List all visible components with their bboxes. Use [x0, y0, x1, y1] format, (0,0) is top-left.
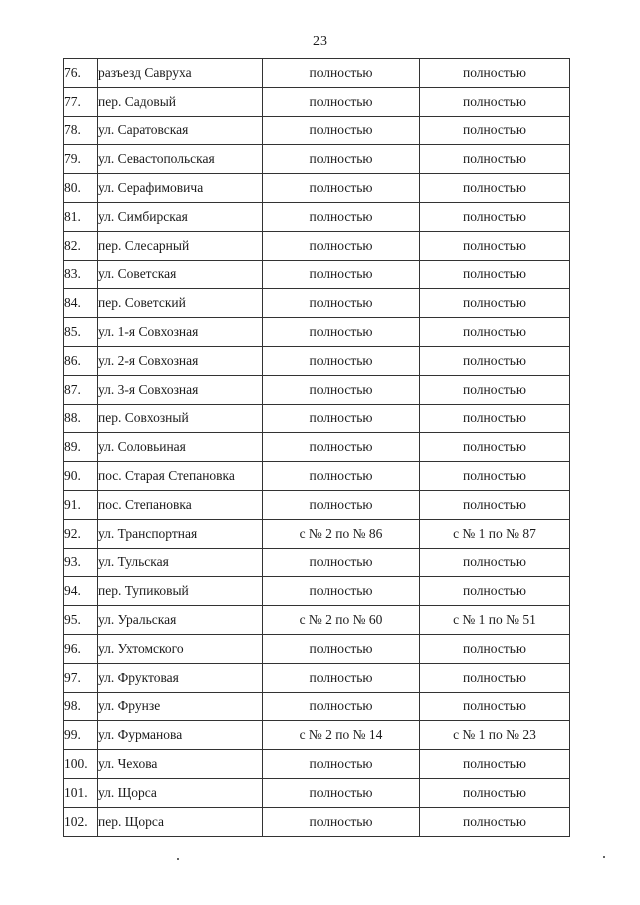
street-name-cell: ул. Фрунзе [98, 692, 263, 721]
row-number-cell: 80. [64, 174, 98, 203]
even-side-cell: полностью [263, 318, 420, 347]
table-row [64, 116, 570, 145]
street-name-cell: ул. Ухтомского [98, 634, 263, 663]
even-side-cell: полностью [263, 548, 420, 577]
odd-side-cell: полностью [420, 778, 570, 807]
table-row [64, 490, 570, 519]
street-name-cell: пер. Советский [98, 289, 263, 318]
even-side-cell: полностью [263, 116, 420, 145]
street-name-cell: ул. Фурманова [98, 721, 263, 750]
table-row [64, 231, 570, 260]
row-number-cell: 79. [64, 145, 98, 174]
row-number-cell: 81. [64, 202, 98, 231]
table-row [64, 404, 570, 433]
table-row [64, 59, 570, 88]
even-side-cell: полностью [263, 375, 420, 404]
odd-side-cell: полностью [420, 577, 570, 606]
even-side-cell: полностью [263, 634, 420, 663]
row-number-cell: 101. [64, 778, 98, 807]
street-name-cell: пос. Старая Степановка [98, 462, 263, 491]
street-name-cell: ул. Серафимовича [98, 174, 263, 203]
odd-side-cell: полностью [420, 260, 570, 289]
even-side-cell: полностью [263, 692, 420, 721]
even-side-cell: полностью [263, 202, 420, 231]
table-row [64, 721, 570, 750]
even-side-cell: полностью [263, 663, 420, 692]
odd-side-cell: с № 1 по № 87 [420, 519, 570, 548]
even-side-cell: полностью [263, 260, 420, 289]
row-number-cell: 102. [64, 807, 98, 836]
street-name-cell: ул. Уральская [98, 606, 263, 635]
row-number-cell: 86. [64, 346, 98, 375]
even-side-cell: полностью [263, 59, 420, 88]
even-side-cell: полностью [263, 750, 420, 779]
odd-side-cell: полностью [420, 116, 570, 145]
odd-side-cell: полностью [420, 346, 570, 375]
street-name-cell: разъезд Савруха [98, 59, 263, 88]
odd-side-cell: полностью [420, 404, 570, 433]
even-side-cell: полностью [263, 404, 420, 433]
odd-side-cell: с № 1 по № 23 [420, 721, 570, 750]
streets-table [63, 58, 570, 837]
even-side-cell: полностью [263, 807, 420, 836]
street-name-cell: ул. Фруктовая [98, 663, 263, 692]
street-name-cell: пер. Тупиковый [98, 577, 263, 606]
row-number-cell: 93. [64, 548, 98, 577]
row-number-cell: 97. [64, 663, 98, 692]
street-name-cell: пер. Совхозный [98, 404, 263, 433]
even-side-cell: полностью [263, 289, 420, 318]
row-number-cell: 92. [64, 519, 98, 548]
table-row [64, 318, 570, 347]
even-side-cell: полностью [263, 490, 420, 519]
row-number-cell: 91. [64, 490, 98, 519]
odd-side-cell: полностью [420, 807, 570, 836]
table-row [64, 807, 570, 836]
row-number-cell: 82. [64, 231, 98, 260]
even-side-cell: полностью [263, 346, 420, 375]
odd-side-cell: полностью [420, 59, 570, 88]
page-number: 23 [313, 34, 327, 49]
even-side-cell: полностью [263, 231, 420, 260]
street-name-cell: ул. Тульская [98, 548, 263, 577]
street-name-cell: ул. Транспортная [98, 519, 263, 548]
table-row [64, 145, 570, 174]
even-side-cell: полностью [263, 87, 420, 116]
street-name-cell: ул. 2-я Совхозная [98, 346, 263, 375]
even-side-cell: полностью [263, 145, 420, 174]
street-name-cell: ул. Советская [98, 260, 263, 289]
table-row [64, 174, 570, 203]
table-row [64, 433, 570, 462]
even-side-cell: полностью [263, 433, 420, 462]
row-number-cell: 85. [64, 318, 98, 347]
table-row [64, 606, 570, 635]
odd-side-cell: полностью [420, 289, 570, 318]
odd-side-cell: полностью [420, 433, 570, 462]
row-number-cell: 98. [64, 692, 98, 721]
even-side-cell: полностью [263, 462, 420, 491]
odd-side-cell: полностью [420, 692, 570, 721]
odd-side-cell: полностью [420, 750, 570, 779]
street-name-cell: ул. Севастопольская [98, 145, 263, 174]
row-number-cell: 89. [64, 433, 98, 462]
street-name-cell: ул. 3-я Совхозная [98, 375, 263, 404]
table-row [64, 289, 570, 318]
table-row [64, 260, 570, 289]
odd-side-cell: полностью [420, 87, 570, 116]
table-row [64, 87, 570, 116]
street-name-cell: пер. Слесарный [98, 231, 263, 260]
row-number-cell: 83. [64, 260, 98, 289]
odd-side-cell: полностью [420, 663, 570, 692]
odd-side-cell: полностью [420, 634, 570, 663]
even-side-cell: полностью [263, 174, 420, 203]
table-row [64, 346, 570, 375]
table-row [64, 375, 570, 404]
odd-side-cell: полностью [420, 375, 570, 404]
odd-side-cell: полностью [420, 318, 570, 347]
street-name-cell: ул. Соловьиная [98, 433, 263, 462]
row-number-cell: 78. [64, 116, 98, 145]
street-name-cell: ул. 1-я Совхозная [98, 318, 263, 347]
odd-side-cell: полностью [420, 202, 570, 231]
scan-speck-bottom-center [177, 858, 179, 860]
street-name-cell: пос. Степановка [98, 490, 263, 519]
row-number-cell: 96. [64, 634, 98, 663]
row-number-cell: 84. [64, 289, 98, 318]
odd-side-cell: полностью [420, 231, 570, 260]
street-name-cell: ул. Саратовская [98, 116, 263, 145]
odd-side-cell: полностью [420, 548, 570, 577]
row-number-cell: 90. [64, 462, 98, 491]
row-number-cell: 95. [64, 606, 98, 635]
even-side-cell: полностью [263, 577, 420, 606]
table-row [64, 519, 570, 548]
even-side-cell: с № 2 по № 14 [263, 721, 420, 750]
row-number-cell: 100. [64, 750, 98, 779]
street-name-cell: пер. Щорса [98, 807, 263, 836]
table-row [64, 692, 570, 721]
table-row [64, 462, 570, 491]
row-number-cell: 99. [64, 721, 98, 750]
row-number-cell: 94. [64, 577, 98, 606]
row-number-cell: 87. [64, 375, 98, 404]
odd-side-cell: полностью [420, 145, 570, 174]
even-side-cell: с № 2 по № 60 [263, 606, 420, 635]
odd-side-cell: полностью [420, 462, 570, 491]
row-number-cell: 77. [64, 87, 98, 116]
table-row [64, 634, 570, 663]
scan-speck-bottom-right [603, 856, 605, 858]
row-number-cell: 76. [64, 59, 98, 88]
street-name-cell: пер. Садовый [98, 87, 263, 116]
table-row [64, 663, 570, 692]
table-row [64, 548, 570, 577]
street-name-cell: ул. Чехова [98, 750, 263, 779]
streets-table-body [64, 59, 570, 837]
odd-side-cell: полностью [420, 174, 570, 203]
table-row [64, 778, 570, 807]
even-side-cell: полностью [263, 778, 420, 807]
street-name-cell: ул. Симбирская [98, 202, 263, 231]
odd-side-cell: полностью [420, 490, 570, 519]
row-number-cell: 88. [64, 404, 98, 433]
street-name-cell: ул. Щорса [98, 778, 263, 807]
odd-side-cell: с № 1 по № 51 [420, 606, 570, 635]
table-row [64, 202, 570, 231]
table-row [64, 577, 570, 606]
table-row [64, 750, 570, 779]
even-side-cell: с № 2 по № 86 [263, 519, 420, 548]
